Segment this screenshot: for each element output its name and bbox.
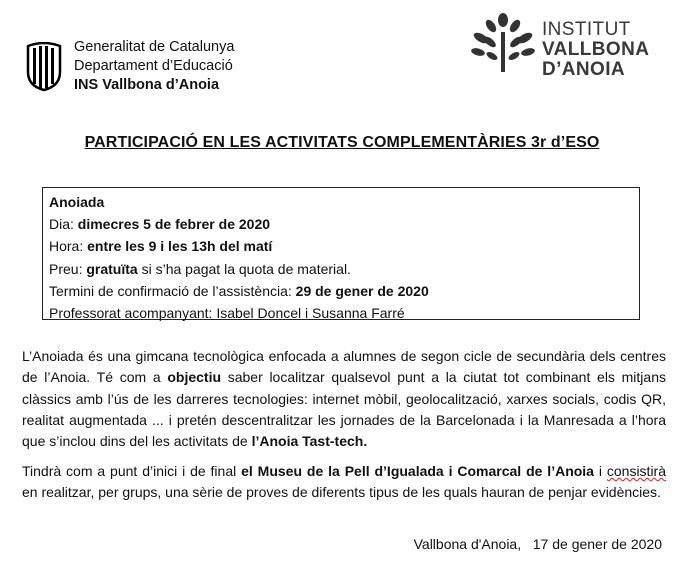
day-value: dimecres 5 de febrer de 2020 <box>77 216 271 233</box>
organization-block <box>74 38 234 95</box>
paragraph1-part1: L’Anoiada és una gimcana tecnològica enfocada a alumnes de segon cicle de secundària dels centres de l’Anoia. Té com a <box>22 348 666 386</box>
paragraph2-bold1: el Museu de la Pell d’Igualada i Comarcal de l’Anoia <box>241 463 594 479</box>
paragraph1-bold1: objectiu <box>167 369 222 386</box>
time-value: entre les 9 i les 13h del matí <box>87 238 273 255</box>
deadline-row <box>49 280 633 302</box>
day-label: Dia: <box>49 216 78 233</box>
institute-logo <box>470 12 649 80</box>
institute-line3: D’ANOIA <box>542 59 626 80</box>
header-left <box>24 38 234 95</box>
paragraph2-part3: en realitzar, per grups, una sèrie de proves de diferents tipus de les quals hauran de penjar evidències. <box>22 484 661 501</box>
tree-icon <box>470 12 536 74</box>
paragraph1-bold2: l’Anoia Tast-tech. <box>251 433 368 450</box>
catalan-flag-emblem-icon <box>24 42 64 92</box>
price-label: Preu: <box>49 260 87 277</box>
spellcheck-word: consistirà <box>606 463 667 479</box>
day-row <box>49 213 633 235</box>
description-paragraph <box>22 346 666 452</box>
institute-line1: INSTITUT <box>542 19 631 40</box>
school-name: INS Vallbona d’Anoia <box>74 77 220 93</box>
deadline-value: 29 de gener de 2020 <box>295 282 429 299</box>
teachers-value: Isabel Doncel i Susanna Farré <box>216 305 405 322</box>
location-paragraph <box>22 461 666 504</box>
institute-line2: VALLBONA <box>542 39 650 60</box>
price-rest: si s’ha pagat la quota de material. <box>137 260 351 277</box>
org-name: Generalitat de Catalunya <box>74 39 235 55</box>
institute-name <box>542 20 649 80</box>
teachers-row <box>49 302 633 324</box>
document-title: PARTICIPACIÓ EN LES ACTIVITATS COMPLEMENTÀRIES 3r d’ESO <box>84 134 600 151</box>
price-value: gratuïta <box>86 260 138 277</box>
paragraph1-part2: saber localitzar qualsevol punt a la ciutat tot combinant els mitjans clàssics amb l’ús de les darreres tecnologies: internet mòbil, geolocalització, xarxes socials, codis QR, realitat augmentada ... i pretén descentralitzar les jornades de la Barcelonada i la Manresada a l’hora que s’inclou dins del les activitats de <box>22 369 666 450</box>
time-label: Hora: <box>49 238 88 255</box>
activity-name-row <box>49 191 633 213</box>
price-row <box>49 258 633 280</box>
time-row <box>49 235 633 257</box>
activity-info-box <box>42 187 640 320</box>
paragraph2-part1: Tindrà com a punt d’inici i de final <box>22 463 242 479</box>
department-name: Departament d’Educació <box>74 58 233 74</box>
activity-name: Anoiada <box>49 194 105 210</box>
signature-date: Vallbona d'Anoia, 17 de gener de 2020 <box>413 536 662 552</box>
deadline-label: Termini de confirmació de l’assistència: <box>49 282 296 299</box>
teachers-label: Professorat acompanyant: <box>49 305 217 322</box>
paragraph2-part2: i <box>593 463 607 479</box>
